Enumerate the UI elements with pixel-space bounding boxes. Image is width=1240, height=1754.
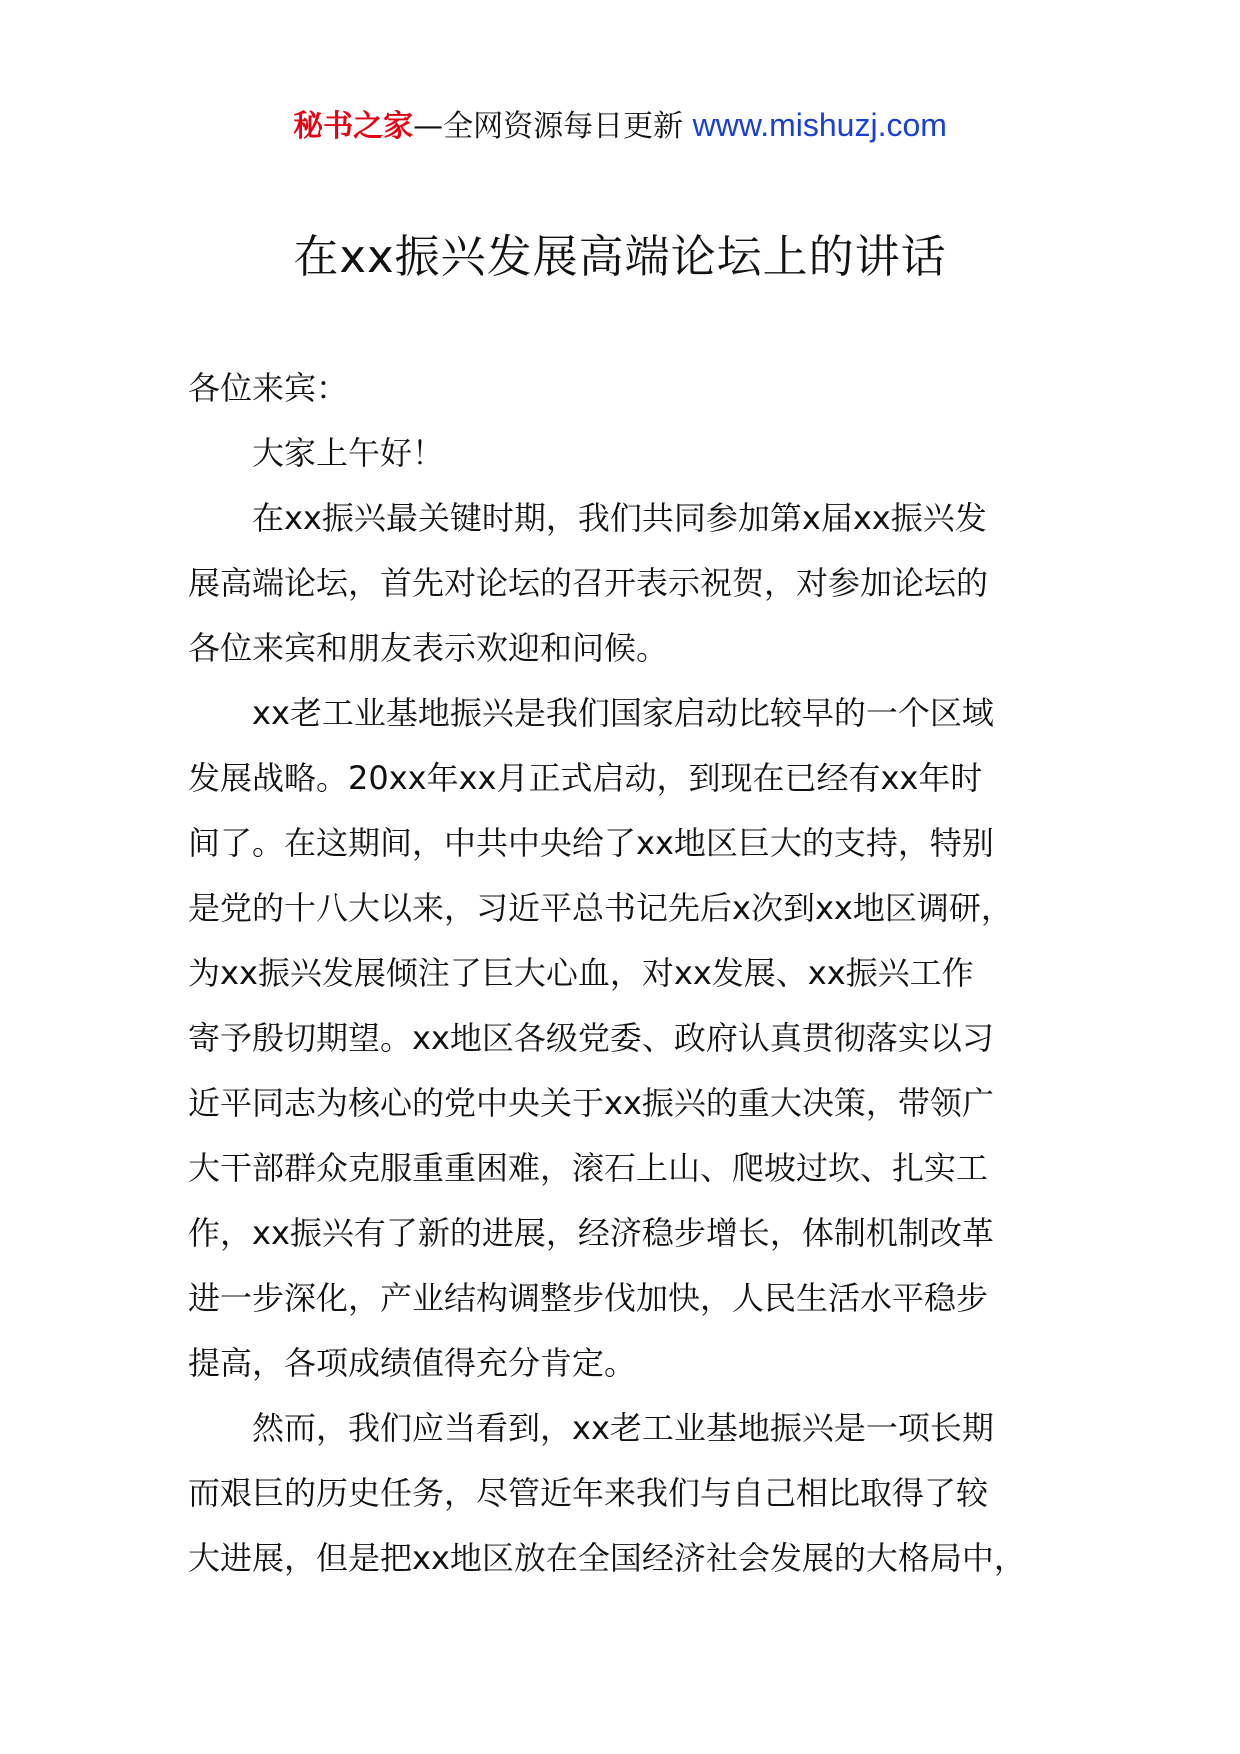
paragraph-line: 提高，各项成绩值得充分肯定。: [188, 1344, 637, 1382]
paragraph-line: 寄予殷切期望。xx地区各级党委、政府认真贯彻落实以习: [188, 1019, 994, 1057]
paragraph-line: 大进展，但是把xx地区放在全国经济社会发展的大格局中，: [188, 1539, 1026, 1577]
paragraph-line: 然而，我们应当看到，xx老工业基地振兴是一项长期: [252, 1409, 994, 1447]
paragraph-line: 各位来宾和朋友表示欢迎和问候。: [188, 629, 669, 667]
paragraph-line: 作，xx振兴有了新的进展，经济稳步增长，体制机制改革: [188, 1214, 994, 1252]
paragraph-line: 在xx振兴最关键时期，我们共同参加第x届xx振兴发: [252, 499, 987, 537]
salutation: 各位来宾：: [188, 369, 349, 407]
paragraph-1: [188, 486, 1068, 681]
paragraph-line: 展高端论坛，首先对论坛的召开表示祝贺，对参加论坛的: [188, 564, 989, 602]
paragraph-line: 近平同志为核心的党中央关于xx振兴的重大决策，带领广: [188, 1084, 994, 1122]
paragraph-line: xx老工业基地振兴是我们国家启动比较早的一个区域: [252, 694, 994, 732]
paragraph-line: 是党的十八大以来，习近平总书记先后x次到xx地区调研，: [188, 889, 1013, 927]
paragraph-line: 间了。在这期间，中共中央给了xx地区巨大的支持，特别: [188, 824, 994, 862]
paragraph-line: 大干部群众克服重重困难，滚石上山、爬坡过坎、扎实工: [188, 1149, 989, 1187]
document-title: 在xx振兴发展高端论坛上的讲话: [293, 230, 947, 283]
document-body: [188, 356, 1068, 1591]
greeting: 大家上午好！: [252, 434, 445, 472]
paragraph-line: 发展战略。20xx年xx月正式启动，到现在已经有xx年时: [188, 759, 983, 797]
paragraph-line: 而艰巨的历史任务，尽管近年来我们与自己相比取得了较: [188, 1474, 989, 1512]
site-watermark-header: [0, 100, 1240, 152]
paragraph-line: 进一步深化，产业结构调整步伐加快，人民生活水平稳步: [188, 1279, 989, 1317]
paragraph-3: [188, 1396, 1068, 1591]
site-url: www.mishuzj.com: [692, 107, 947, 143]
site-brand-name: 秘书之家: [293, 109, 414, 144]
paragraph-2: [188, 681, 1068, 1396]
paragraph-line: 为xx振兴发展倾注了巨大心血，对xx发展、xx振兴工作: [188, 954, 974, 992]
site-slogan: —全网资源每日更新: [413, 109, 684, 144]
